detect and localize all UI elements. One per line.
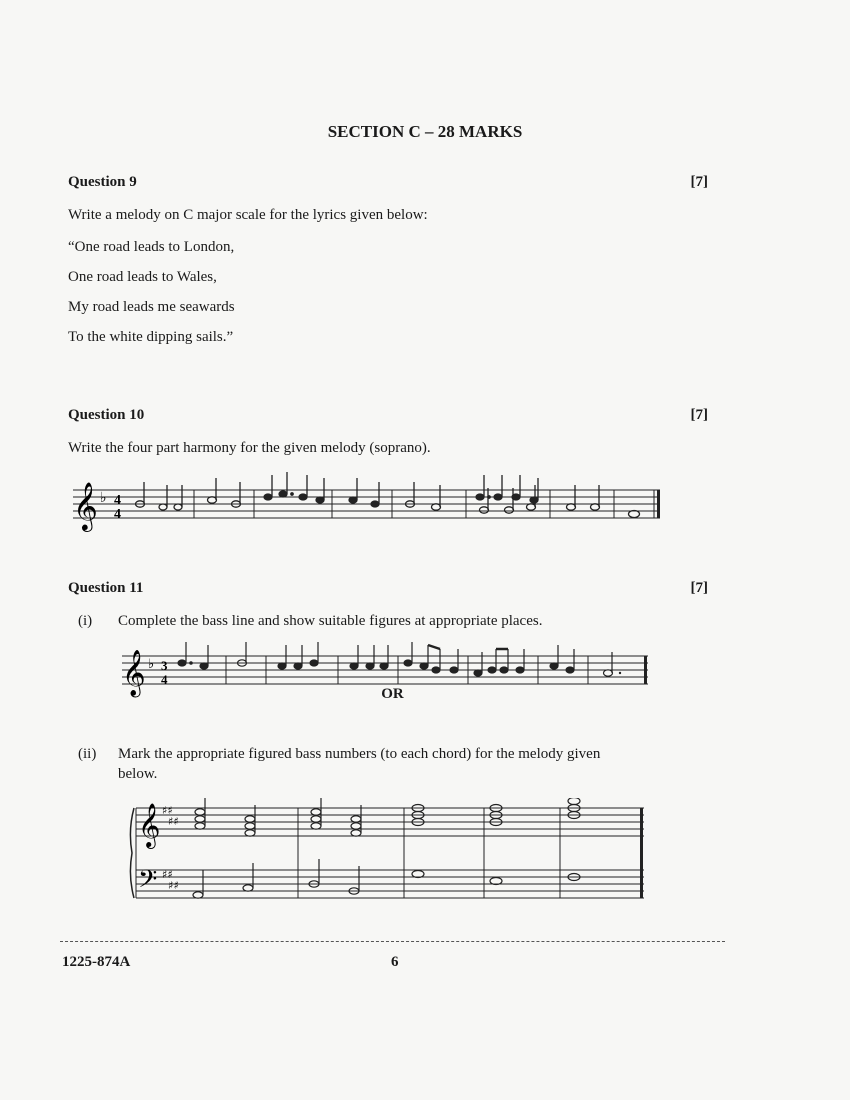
sharp-icon: ♯♯: [162, 804, 173, 817]
part-ii-text-line-1: Mark the appropriate figured bass numbers (to each chord) for the melody given: [118, 746, 601, 762]
sharp-icon: ♯♯: [168, 815, 179, 828]
page-number: 6: [391, 954, 399, 970]
time-signature-top: 3: [161, 658, 168, 673]
question-9-marks: [7]: [690, 174, 708, 190]
question-10-instruction: Write the four part harmony for the given melody (soprano).: [68, 440, 431, 456]
part-i-text: Complete the bass line and show suitable figures at appropriate places.: [118, 613, 543, 629]
treble-clef-icon: 𝄞: [138, 803, 161, 847]
bass-clef-icon: 𝄢: [138, 865, 158, 900]
question-9-instruction: Write a melody on C major scale for the lyrics given below:: [68, 207, 428, 223]
question-11-heading: Question 11: [68, 580, 144, 596]
section-title: SECTION C – 28 MARKS: [327, 122, 523, 141]
or-divider: OR: [381, 686, 404, 702]
sharp-icon: ♯♯: [162, 868, 173, 881]
question-9-heading: Question 9: [68, 174, 137, 190]
paper-code: 1225-874A: [62, 954, 131, 970]
question-10-heading: Question 10: [68, 407, 145, 423]
footer-separator: [60, 941, 725, 942]
question-11-marks: [7]: [690, 580, 708, 596]
treble-clef-icon: 𝄞: [73, 481, 98, 530]
part-ii-text-line-2: below.: [118, 766, 158, 782]
grand-staff: [128, 798, 648, 910]
treble-clef-icon: 𝄞: [122, 650, 146, 696]
lyric-line-1: “One road leads to London,: [68, 239, 235, 255]
part-i-label: (i): [78, 613, 93, 629]
flat-icon: ♭: [148, 657, 155, 672]
time-signature-bottom: 4: [161, 672, 168, 687]
part-ii-label: (ii): [78, 746, 97, 762]
time-signature-bottom: 4: [114, 507, 121, 522]
lyric-line-4: To the white dipping sails.”: [68, 329, 234, 345]
soprano-melody-staff: [68, 470, 668, 540]
lyric-line-3: My road leads me seawards: [68, 299, 235, 315]
lyric-line-2: One road leads to Wales,: [68, 269, 217, 285]
question-10-marks: [7]: [690, 407, 708, 423]
time-signature-top: 4: [114, 493, 121, 508]
sharp-icon: ♯♯: [168, 879, 179, 892]
flat-icon: ♭: [100, 490, 107, 506]
